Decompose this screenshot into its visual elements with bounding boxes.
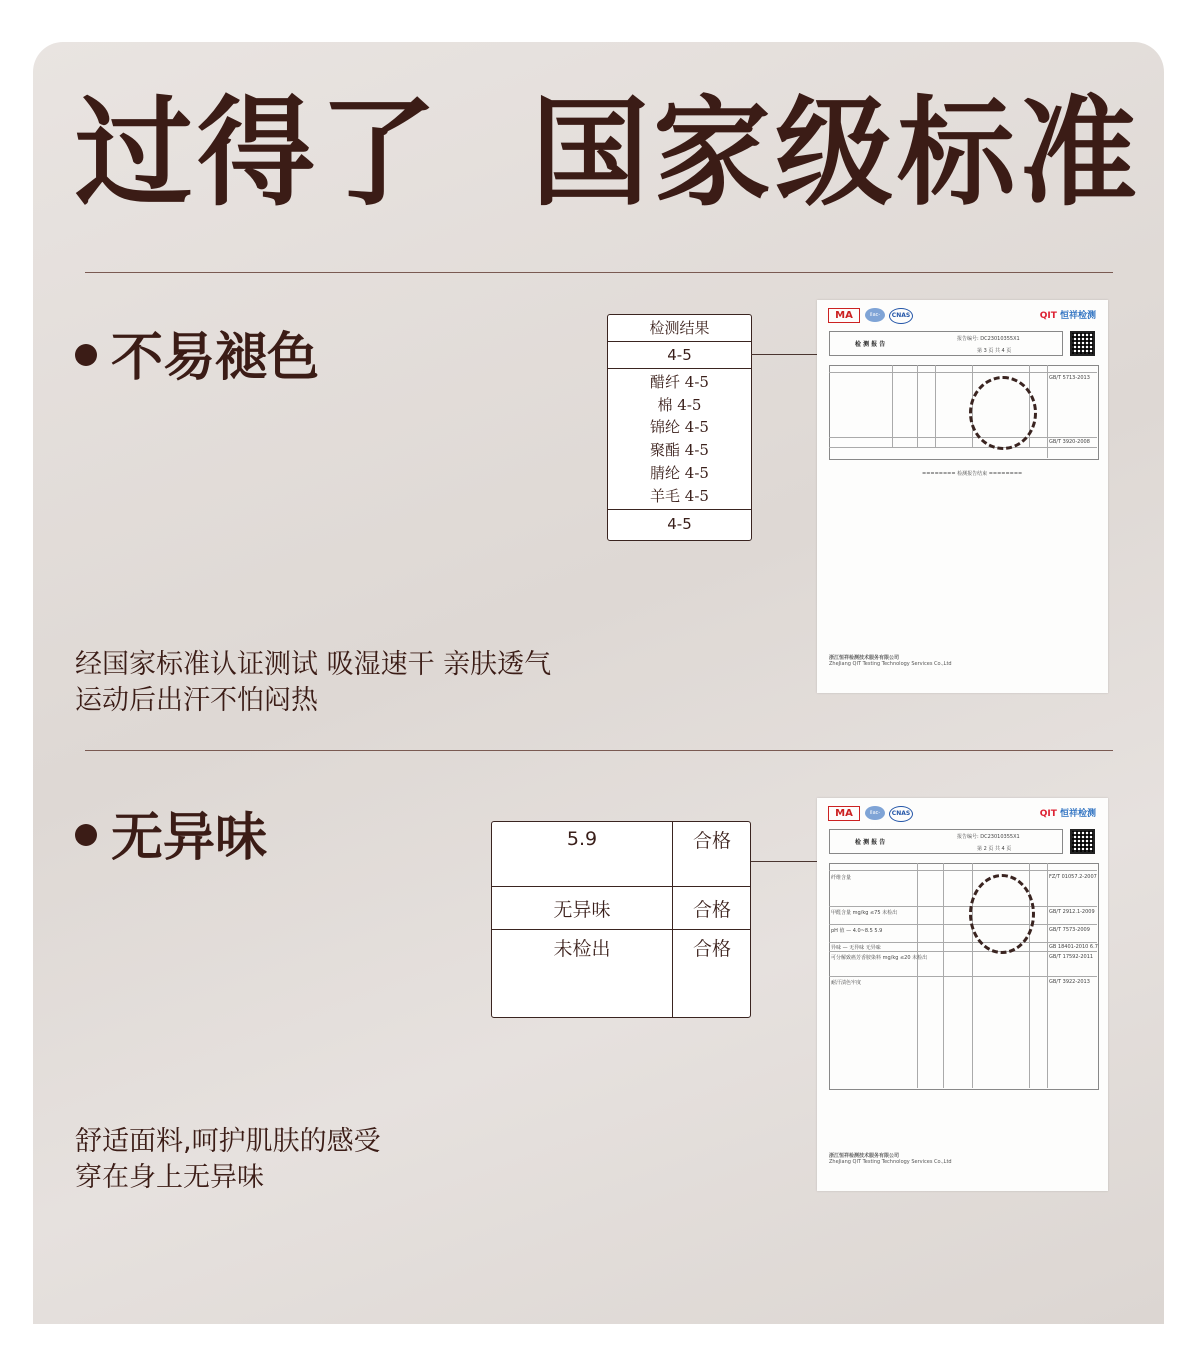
cma-logo: MA bbox=[828, 806, 860, 821]
ilac-logo: ilac-MRA bbox=[865, 308, 885, 322]
heading-text: 无异味 bbox=[111, 808, 268, 868]
table-line bbox=[829, 870, 1097, 871]
standard-code: GB/T 2912.1-2009 bbox=[1049, 909, 1095, 915]
highlight-circle bbox=[969, 874, 1035, 954]
qit-name: 恒祥检测 bbox=[1059, 311, 1096, 321]
company-name-en: ZheJiang QIT Testing Technology Services Co.,Ltd bbox=[829, 661, 952, 667]
table-line bbox=[1047, 863, 1048, 1088]
qit-code: QIT bbox=[1039, 311, 1057, 321]
section-heading-colorfast bbox=[75, 328, 320, 388]
result-verdict bbox=[672, 822, 751, 886]
bullet-dot bbox=[75, 344, 97, 366]
standard-code: GB 18401-2010 6.7 bbox=[1049, 944, 1098, 950]
fiber-result: 棉 4-5 bbox=[657, 395, 702, 414]
table-line bbox=[917, 365, 918, 447]
company-name-en: ZheJiang QIT Testing Technology Services Co.,Ltd bbox=[829, 1159, 952, 1165]
table-line bbox=[829, 942, 1097, 943]
report-end: ======== 检测报告结束 ======== bbox=[922, 471, 1023, 477]
heading-text: 不易褪色 bbox=[111, 328, 320, 388]
fiber-result: 羊毛 4-5 bbox=[650, 486, 709, 505]
result-row bbox=[492, 930, 750, 1017]
test-result-callout bbox=[607, 314, 752, 541]
result-value: 无异味 bbox=[553, 899, 611, 921]
fiber-result: 聚酯 4-5 bbox=[650, 441, 709, 460]
table-line bbox=[829, 924, 1097, 925]
standard-code: GB/T 17592-2011 bbox=[1049, 954, 1094, 960]
fiber-result: 腈纶 4-5 bbox=[650, 463, 709, 482]
section-description bbox=[75, 1124, 381, 1196]
verdict-text: 合格 bbox=[692, 830, 731, 852]
table-line bbox=[935, 365, 936, 447]
ilac-logo: ilac-MRA bbox=[865, 806, 885, 820]
company-footer bbox=[829, 1153, 952, 1165]
description-line: 穿在身上无异味 bbox=[75, 1162, 264, 1193]
callout-header: 检测结果 bbox=[608, 315, 751, 342]
standard-code: GB/T 7573-2009 bbox=[1049, 927, 1090, 933]
report-page: 第 3 页 共 4 页 bbox=[977, 348, 1012, 354]
report-title: 检 测 报 告 bbox=[855, 839, 886, 846]
divider-middle bbox=[85, 750, 1113, 751]
fiber-result: 醋纤 4-5 bbox=[650, 373, 709, 391]
company-name-cn: 浙江恒祥检测技术服务有限公司 bbox=[829, 655, 900, 661]
test-item: 耐汗渍色牢度 bbox=[831, 980, 862, 986]
result-verdict bbox=[672, 930, 751, 1017]
company-footer bbox=[829, 655, 952, 667]
table-line bbox=[943, 863, 944, 1088]
qit-logo bbox=[1040, 308, 1096, 321]
table-line bbox=[829, 447, 1097, 448]
page-title: 过得了 国家级标准 bbox=[75, 84, 1142, 222]
test-item: pH 值 — 4.0~8.5 5.9 bbox=[831, 928, 883, 934]
test-result-callout bbox=[491, 821, 751, 1018]
description-line: 运动后出汗不怕闷热 bbox=[75, 685, 318, 716]
content-panel bbox=[33, 42, 1164, 1324]
test-report-page-2 bbox=[817, 798, 1108, 1191]
verdict-text: 合格 bbox=[692, 899, 731, 921]
qr-code-icon bbox=[1070, 829, 1095, 854]
cnas-logo: CNAS bbox=[889, 806, 913, 822]
result-verdict bbox=[672, 887, 751, 929]
table-line bbox=[829, 976, 1097, 977]
qit-name: 恒祥检测 bbox=[1059, 809, 1096, 819]
test-item: 异味 — 无异味 无异味 bbox=[831, 945, 881, 951]
fiber-result: 锦纶 4-5 bbox=[650, 418, 709, 437]
table-line bbox=[917, 863, 918, 1088]
report-number: 报告编号: DC23010355X1 bbox=[957, 336, 1020, 342]
test-report-page-3 bbox=[817, 300, 1108, 693]
test-item: 可分解致癌芳香胺染料 mg/kg ≤20 未检出 bbox=[831, 955, 928, 961]
qit-logo bbox=[1040, 806, 1096, 819]
test-item: 纤维含量 bbox=[831, 875, 852, 881]
result-row bbox=[492, 887, 750, 930]
table-line bbox=[1047, 365, 1048, 458]
qr-code-icon bbox=[1070, 331, 1095, 356]
table-line bbox=[829, 906, 1097, 907]
bullet-dot bbox=[75, 824, 97, 846]
qit-code: QIT bbox=[1039, 809, 1057, 819]
description-line: 舒适面料,呵护肌肤的感受 bbox=[75, 1126, 381, 1157]
standard-code: GB/T 3920-2008 bbox=[1049, 439, 1090, 445]
report-number: 报告编号: DC23010355X1 bbox=[957, 834, 1020, 840]
table-line bbox=[829, 437, 1097, 438]
cma-logo: MA bbox=[828, 308, 860, 323]
cnas-logo: CNAS bbox=[889, 308, 913, 324]
section-description bbox=[75, 647, 551, 719]
result-value: 未检出 bbox=[553, 938, 611, 960]
standard-code: GB/T 3922-2013 bbox=[1049, 979, 1090, 985]
table-line bbox=[892, 365, 893, 447]
divider-top bbox=[85, 272, 1113, 273]
table-line bbox=[829, 951, 1097, 952]
description-line: 经国家标准认证测试 吸湿速干 亲肤透气 bbox=[75, 649, 552, 680]
result-value: 5.9 bbox=[566, 828, 598, 850]
result-row bbox=[492, 822, 750, 887]
test-item: 甲醛含量 mg/kg ≤75 未检出 bbox=[831, 910, 898, 916]
company-name-cn: 浙江恒祥检测技术服务有限公司 bbox=[829, 1153, 900, 1159]
fiber-result-list bbox=[608, 369, 751, 510]
standard-code: FZ/T 01057.2-2007 bbox=[1049, 874, 1097, 880]
standard-code: GB/T 5713-2013 bbox=[1049, 375, 1090, 381]
callout-value: 4-5 bbox=[667, 515, 692, 533]
highlight-circle bbox=[969, 376, 1037, 450]
callout-value: 4-5 bbox=[608, 342, 751, 369]
report-page: 第 2 页 共 4 页 bbox=[977, 846, 1012, 852]
section-heading-odorless bbox=[75, 808, 268, 868]
table-line bbox=[829, 372, 1097, 373]
verdict-text: 合格 bbox=[692, 938, 731, 960]
report-title: 检 测 报 告 bbox=[855, 341, 886, 348]
